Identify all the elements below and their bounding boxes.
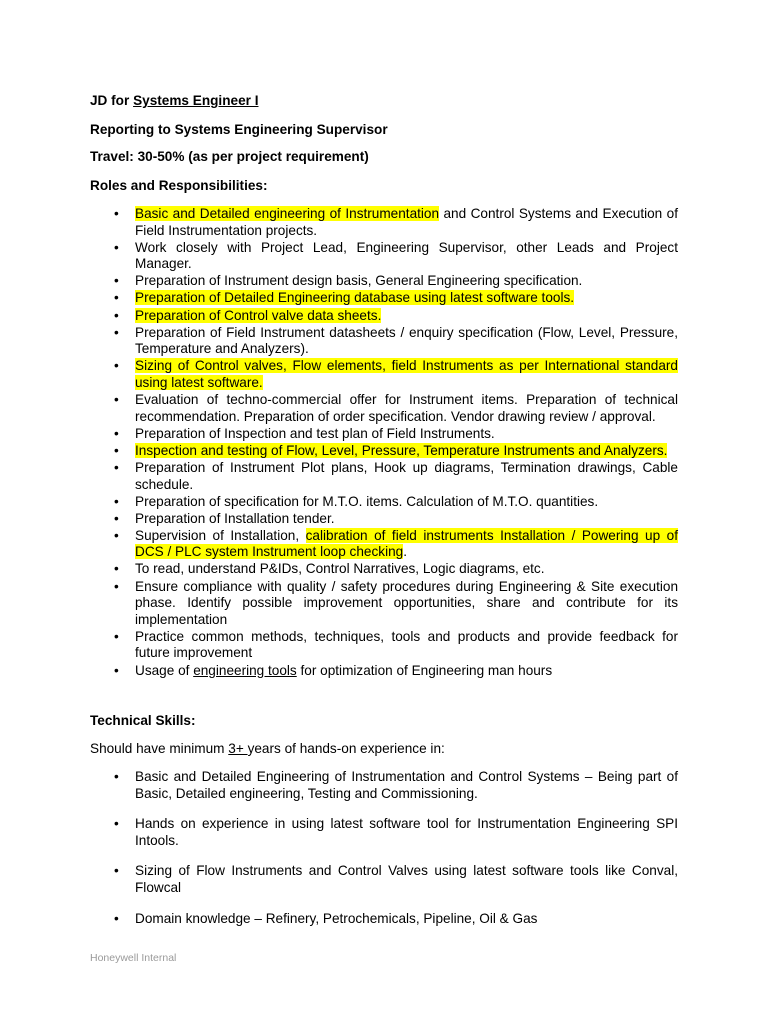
list-item (90, 863, 678, 896)
item-text: . (403, 544, 407, 560)
item-text: Supervision of Installation, (135, 527, 306, 543)
page-title (90, 93, 258, 108)
list-item (90, 240, 678, 273)
list-item (90, 308, 678, 325)
list-item (90, 273, 678, 290)
item-text: Practice common methods, techniques, tools and products and provide feedback for future improvement (135, 628, 678, 661)
highlighted-text: Sizing of Control valves, Flow elements, field Instruments as per International standard using latest software. (135, 358, 678, 390)
list-item (90, 528, 678, 561)
list-item (90, 290, 678, 307)
list-item (90, 325, 678, 358)
roles-heading: Roles and Responsibilities: (90, 178, 268, 193)
item-text: Ensure compliance with quality / safety procedures during Engineering & Site execution phase. Identify possible improvement opportunities, share and contribute for its implementation (135, 578, 678, 627)
item-text: for optimization of Engineering man hours (296, 662, 553, 678)
highlighted-text: Inspection and testing of Flow, Level, Pressure, Temperature Instruments and Analyzers. (135, 442, 668, 458)
title-role: Systems Engineer I (133, 93, 259, 108)
highlighted-text: Preparation of Detailed Engineering database using latest software tools. (135, 290, 575, 306)
experience-suffix: years of hands-on experience in: (247, 741, 445, 756)
underlined-text: engineering tools (193, 662, 297, 678)
list-item (90, 358, 678, 391)
list-item (90, 579, 678, 629)
item-text: Basic and Detailed Engineering of Instrumentation and Control Systems – Being part of Basic, Detailed engineering, Testing and Commissioning. (135, 769, 678, 801)
experience-prefix: Should have minimum (90, 741, 229, 756)
list-item (90, 443, 678, 460)
skills-list (90, 769, 678, 941)
item-text: Usage of (135, 662, 194, 678)
list-item (90, 392, 678, 425)
list-item (90, 663, 678, 680)
list-item (90, 561, 678, 578)
footer-classification: Honeywell Internal (90, 952, 177, 964)
item-text: and Control Systems and Execution of Field Instrumentation projects. (135, 206, 679, 238)
item-text: Preparation of Inspection and test plan of Field Instruments. (135, 425, 495, 441)
experience-line (90, 741, 445, 756)
item-text: Preparation of Installation tender. (135, 510, 335, 526)
list-item (90, 494, 678, 511)
item-text: Work closely with Project Lead, Engineering Supervisor, other Leads and Project Manager. (135, 239, 678, 272)
reporting-line: Reporting to Systems Engineering Supervisor (90, 122, 388, 137)
experience-years: 3+ (228, 741, 248, 756)
item-text: Preparation of Instrument Plot plans, Hook up diagrams, Termination drawings, Cable schedule. (135, 459, 678, 492)
list-item (90, 769, 678, 802)
list-item (90, 206, 678, 239)
skills-heading: Technical Skills: (90, 713, 196, 728)
item-text: Domain knowledge – Refinery, Petrochemicals, Pipeline, Oil & Gas (135, 910, 538, 926)
item-text: Preparation of Instrument design basis, General Engineering specification. (135, 273, 583, 289)
highlighted-text: calibration of field instruments Installation / Powering up of DCS / PLC system Instrument loop checking (135, 527, 678, 560)
list-item (90, 426, 678, 443)
list-item (90, 511, 678, 528)
item-text: Sizing of Flow Instruments and Control Valves using latest software tools like Conval, Flowcal (135, 863, 678, 895)
list-item (90, 460, 678, 493)
item-text: Hands on experience in using latest software tool for Instrumentation Engineering SPI Intools. (135, 816, 678, 848)
list-item (90, 911, 678, 928)
item-text: Evaluation of techno-commercial offer for Instrument items. Preparation of technical recommendation. Preparation of order specification. Vendor drawing review / approval. (135, 392, 678, 424)
highlighted-text: Basic and Detailed engineering of Instrumentation (135, 206, 440, 221)
list-item (90, 629, 678, 662)
list-item (90, 816, 678, 849)
item-text: Preparation of specification for M.T.O. items. Calculation of M.T.O. quantities. (135, 493, 599, 509)
highlighted-text: Preparation of Control valve data sheets. (135, 307, 382, 323)
item-text: To read, understand P&IDs, Control Narratives, Logic diagrams, etc. (135, 561, 545, 577)
travel-line: Travel: 30-50% (as per project requirement) (90, 149, 369, 164)
roles-list (90, 206, 678, 680)
item-text: Preparation of Field Instrument datasheets / enquiry specification (Flow, Level, Pressure, Temperature and Analyzers). (135, 324, 678, 357)
title-prefix: JD for (90, 93, 134, 108)
